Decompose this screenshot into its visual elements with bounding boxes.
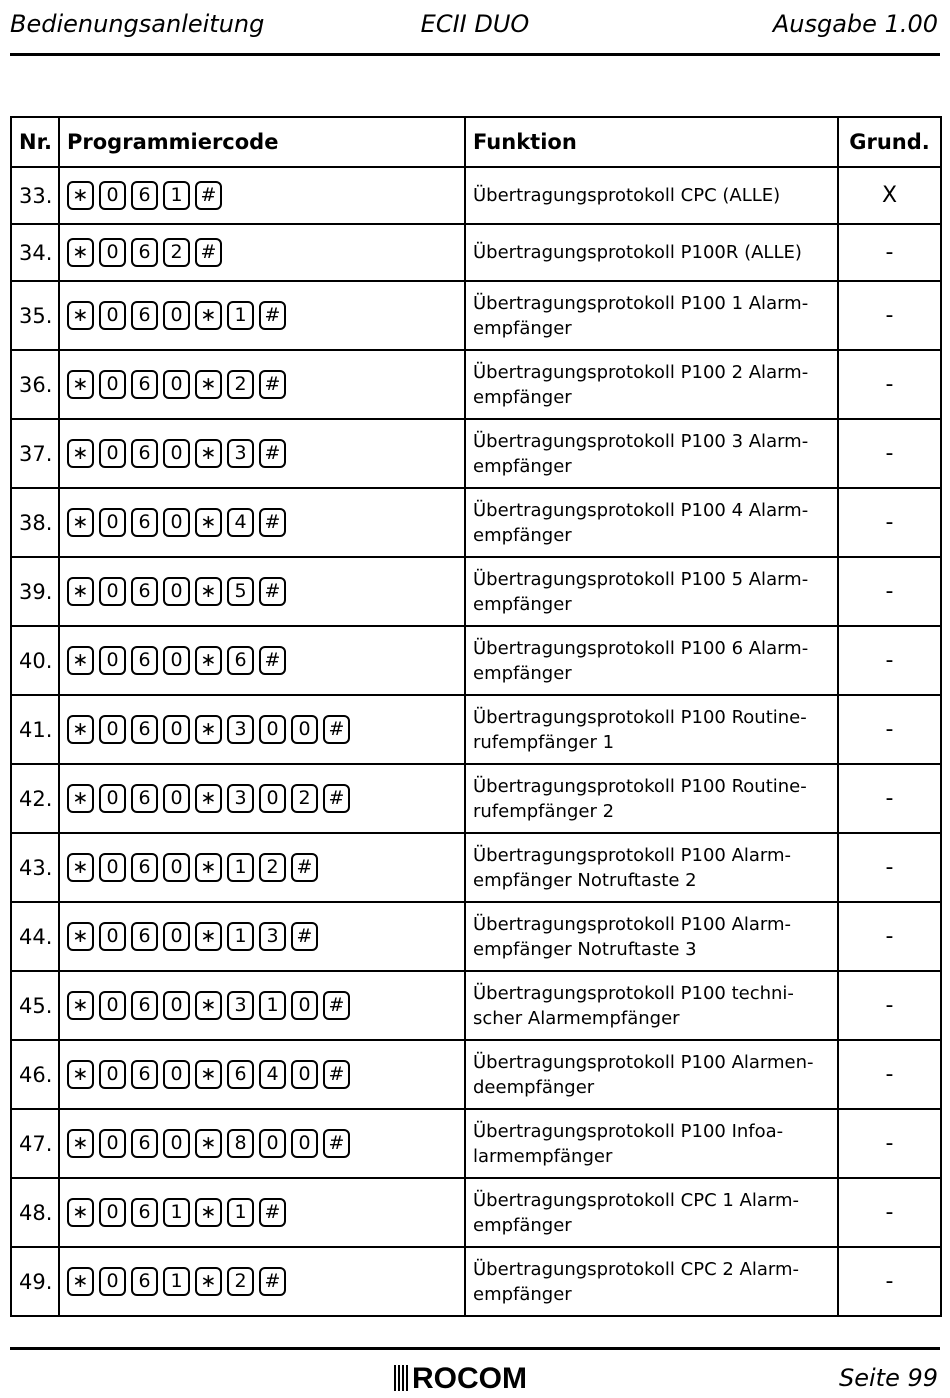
- hash-key-icon: #: [195, 238, 222, 267]
- function-description: [465, 902, 838, 971]
- row-number: 44.: [11, 902, 59, 971]
- function-description: [465, 167, 838, 224]
- programming-code: [59, 1040, 465, 1109]
- star-key-icon: ∗: [195, 853, 222, 882]
- default-setting: -: [838, 557, 941, 626]
- function-line: Übertragungsprotokoll P100 3 Alarm-: [473, 430, 809, 452]
- function-description: [465, 764, 838, 833]
- row-number: 38.: [11, 488, 59, 557]
- function-line: Übertragungsprotokoll P100R (ALLE): [473, 242, 802, 263]
- default-setting: -: [838, 488, 941, 557]
- digit-key: 6: [131, 577, 158, 606]
- function-line: rufempfänger 2: [473, 800, 615, 822]
- star-key-icon: ∗: [195, 577, 222, 606]
- hash-key-icon: #: [323, 715, 350, 744]
- digit-key: 0: [291, 715, 318, 744]
- rocom-logo: [394, 1362, 527, 1396]
- digit-key: 0: [99, 238, 126, 267]
- key-sequence: [67, 646, 464, 675]
- row-number: 42.: [11, 764, 59, 833]
- digit-key: 0: [99, 1267, 126, 1296]
- key-sequence: [67, 301, 464, 330]
- table-row: [11, 764, 941, 833]
- digit-key: 0: [163, 646, 190, 675]
- table-row: [11, 695, 941, 764]
- logo-text: ROCOM: [412, 1362, 527, 1395]
- function-line: Übertragungsprotokoll P100 Routine-: [473, 775, 807, 797]
- programming-code: [59, 1247, 465, 1316]
- table-row: [11, 167, 941, 224]
- hash-key-icon: #: [259, 370, 286, 399]
- function-line: empfänger: [473, 662, 572, 684]
- programming-code: [59, 833, 465, 902]
- digit-key: 1: [163, 181, 190, 210]
- table-body: [11, 167, 941, 1316]
- digit-key: 1: [163, 1267, 190, 1296]
- star-key-icon: ∗: [67, 1267, 94, 1296]
- key-sequence: [67, 1129, 464, 1158]
- star-key-icon: ∗: [195, 646, 222, 675]
- default-setting: -: [838, 971, 941, 1040]
- digit-key: 5: [227, 577, 254, 606]
- function-description: [465, 350, 838, 419]
- hash-key-icon: #: [291, 922, 318, 951]
- hash-key-icon: #: [259, 577, 286, 606]
- column-header-function: Funktion: [465, 117, 838, 167]
- key-sequence: [67, 238, 464, 267]
- star-key-icon: ∗: [195, 1267, 222, 1296]
- digit-key: 0: [163, 1129, 190, 1158]
- programming-code: [59, 419, 465, 488]
- function-description: [465, 557, 838, 626]
- digit-key: 0: [99, 922, 126, 951]
- star-key-icon: ∗: [67, 715, 94, 744]
- star-key-icon: ∗: [195, 301, 222, 330]
- digit-key: 2: [227, 1267, 254, 1296]
- table-row: [11, 1109, 941, 1178]
- digit-key: 0: [163, 922, 190, 951]
- row-number: 45.: [11, 971, 59, 1040]
- digit-key: 6: [131, 439, 158, 468]
- digit-key: 0: [163, 370, 190, 399]
- digit-key: 0: [99, 646, 126, 675]
- digit-key: 0: [99, 715, 126, 744]
- digit-key: 0: [99, 1060, 126, 1089]
- header-divider: [10, 53, 940, 56]
- function-description: [465, 695, 838, 764]
- key-sequence: [67, 1060, 464, 1089]
- column-header-nr: Nr.: [11, 117, 59, 167]
- key-sequence: [67, 853, 464, 882]
- programming-code: [59, 557, 465, 626]
- programming-code: [59, 350, 465, 419]
- default-setting: -: [838, 764, 941, 833]
- digit-key: 6: [131, 181, 158, 210]
- programming-code: [59, 971, 465, 1040]
- function-description: [465, 1109, 838, 1178]
- function-description: [465, 419, 838, 488]
- function-line: Übertragungsprotokoll P100 5 Alarm-: [473, 568, 809, 590]
- header-edition: Ausgabe 1.00: [772, 10, 938, 38]
- hash-key-icon: #: [259, 1267, 286, 1296]
- star-key-icon: ∗: [195, 1060, 222, 1089]
- function-line: Übertragungsprotokoll CPC 1 Alarm-: [473, 1189, 799, 1211]
- table-row: [11, 1040, 941, 1109]
- star-key-icon: ∗: [67, 646, 94, 675]
- function-description: [465, 488, 838, 557]
- hash-key-icon: #: [323, 1060, 350, 1089]
- hash-key-icon: #: [195, 181, 222, 210]
- header-manual-title: Bedienungsanleitung: [10, 10, 265, 38]
- programming-code: [59, 488, 465, 557]
- digit-key: 6: [131, 646, 158, 675]
- hash-key-icon: #: [323, 991, 350, 1020]
- digit-key: 0: [163, 301, 190, 330]
- digit-key: 2: [163, 238, 190, 267]
- function-line: Übertragungsprotokoll P100 Infoa-: [473, 1120, 784, 1142]
- footer-divider: [10, 1347, 940, 1350]
- star-key-icon: ∗: [67, 784, 94, 813]
- programming-code: [59, 902, 465, 971]
- star-key-icon: ∗: [67, 508, 94, 537]
- digit-key: 6: [131, 784, 158, 813]
- digit-key: 0: [99, 181, 126, 210]
- digit-key: 6: [131, 853, 158, 882]
- default-setting: -: [838, 224, 941, 281]
- star-key-icon: ∗: [195, 1129, 222, 1158]
- digit-key: 4: [227, 508, 254, 537]
- default-setting: -: [838, 695, 941, 764]
- function-line: empfänger: [473, 455, 572, 477]
- key-sequence: [67, 1267, 464, 1296]
- function-line: Übertragungsprotokoll P100 1 Alarm-: [473, 292, 809, 314]
- star-key-icon: ∗: [195, 439, 222, 468]
- digit-key: 0: [259, 784, 286, 813]
- function-line: empfänger: [473, 524, 572, 546]
- digit-key: 3: [227, 439, 254, 468]
- star-key-icon: ∗: [67, 181, 94, 210]
- digit-key: 1: [163, 1198, 190, 1227]
- digit-key: 0: [99, 301, 126, 330]
- function-description: [465, 224, 838, 281]
- function-line: empfänger: [473, 1214, 572, 1236]
- row-number: 48.: [11, 1178, 59, 1247]
- function-line: deempfänger: [473, 1076, 595, 1098]
- table-row: [11, 1178, 941, 1247]
- star-key-icon: ∗: [195, 508, 222, 537]
- default-setting: -: [838, 902, 941, 971]
- digit-key: 6: [131, 1198, 158, 1227]
- function-line: empfänger: [473, 1283, 572, 1305]
- function-description: [465, 833, 838, 902]
- column-header-default: Grund.: [838, 117, 941, 167]
- table-row: [11, 224, 941, 281]
- digit-key: 6: [131, 508, 158, 537]
- function-line: scher Alarmempfänger: [473, 1007, 680, 1029]
- digit-key: 4: [259, 1060, 286, 1089]
- digit-key: 1: [227, 922, 254, 951]
- digit-key: 0: [259, 715, 286, 744]
- programming-code: [59, 1178, 465, 1247]
- star-key-icon: ∗: [195, 991, 222, 1020]
- page-number: Seite 99: [838, 1364, 938, 1392]
- star-key-icon: ∗: [67, 301, 94, 330]
- programming-code: [59, 167, 465, 224]
- digit-key: 6: [131, 301, 158, 330]
- programming-code: [59, 224, 465, 281]
- digit-key: 0: [99, 1198, 126, 1227]
- table-row: [11, 488, 941, 557]
- digit-key: 6: [131, 1129, 158, 1158]
- default-setting: -: [838, 626, 941, 695]
- function-line: Übertragungsprotokoll P100 Alarm-: [473, 913, 792, 935]
- star-key-icon: ∗: [67, 922, 94, 951]
- digit-key: 0: [99, 508, 126, 537]
- default-setting: X: [838, 167, 941, 224]
- key-sequence: [67, 922, 464, 951]
- star-key-icon: ∗: [67, 1198, 94, 1227]
- star-key-icon: ∗: [67, 1129, 94, 1158]
- digit-key: 6: [131, 370, 158, 399]
- function-line: Übertragungsprotokoll P100 2 Alarm-: [473, 361, 809, 383]
- function-description: [465, 626, 838, 695]
- digit-key: 1: [227, 301, 254, 330]
- logo-mark-icon: [394, 1365, 410, 1391]
- digit-key: 3: [227, 784, 254, 813]
- key-sequence: [67, 439, 464, 468]
- function-description: [465, 971, 838, 1040]
- row-number: 34.: [11, 224, 59, 281]
- row-number: 47.: [11, 1109, 59, 1178]
- key-sequence: [67, 1198, 464, 1227]
- digit-key: 0: [163, 508, 190, 537]
- star-key-icon: ∗: [67, 370, 94, 399]
- default-setting: -: [838, 419, 941, 488]
- digit-key: 0: [99, 991, 126, 1020]
- star-key-icon: ∗: [195, 1198, 222, 1227]
- function-description: [465, 1178, 838, 1247]
- programming-code: [59, 626, 465, 695]
- key-sequence: [67, 715, 464, 744]
- default-setting: -: [838, 281, 941, 350]
- table-row: [11, 350, 941, 419]
- key-sequence: [67, 991, 464, 1020]
- function-line: empfänger: [473, 386, 572, 408]
- digit-key: 0: [99, 853, 126, 882]
- row-number: 36.: [11, 350, 59, 419]
- star-key-icon: ∗: [67, 991, 94, 1020]
- default-setting: -: [838, 833, 941, 902]
- function-line: Übertragungsprotokoll P100 Alarm-: [473, 844, 792, 866]
- digit-key: 6: [131, 991, 158, 1020]
- table-row: [11, 1247, 941, 1316]
- digit-key: 2: [227, 370, 254, 399]
- digit-key: 0: [99, 577, 126, 606]
- function-line: Übertragungsprotokoll P100 techni-: [473, 982, 794, 1004]
- key-sequence: [67, 181, 464, 210]
- table-row: [11, 281, 941, 350]
- table-row: [11, 557, 941, 626]
- digit-key: 6: [131, 1060, 158, 1089]
- table-row: [11, 419, 941, 488]
- star-key-icon: ∗: [67, 853, 94, 882]
- hash-key-icon: #: [259, 646, 286, 675]
- hash-key-icon: #: [259, 508, 286, 537]
- column-header-code: Programmiercode: [59, 117, 465, 167]
- function-line: Übertragungsprotokoll P100 Routine-: [473, 706, 807, 728]
- digit-key: 0: [163, 991, 190, 1020]
- star-key-icon: ∗: [67, 439, 94, 468]
- hash-key-icon: #: [323, 1129, 350, 1158]
- hash-key-icon: #: [259, 301, 286, 330]
- default-setting: -: [838, 1109, 941, 1178]
- row-number: 46.: [11, 1040, 59, 1109]
- digit-key: 0: [163, 853, 190, 882]
- function-line: Übertragungsprotokoll P100 4 Alarm-: [473, 499, 809, 521]
- digit-key: 6: [227, 646, 254, 675]
- programming-code: [59, 695, 465, 764]
- star-key-icon: ∗: [195, 922, 222, 951]
- table-row: [11, 971, 941, 1040]
- digit-key: 6: [131, 715, 158, 744]
- digit-key: 0: [163, 715, 190, 744]
- row-number: 49.: [11, 1247, 59, 1316]
- digit-key: 6: [227, 1060, 254, 1089]
- function-line: empfänger Notruftaste 2: [473, 869, 697, 891]
- programming-code: [59, 764, 465, 833]
- digit-key: 2: [259, 853, 286, 882]
- programming-code-table: [10, 116, 942, 1317]
- digit-key: 0: [99, 370, 126, 399]
- function-line: larmempfänger: [473, 1145, 613, 1167]
- digit-key: 1: [259, 991, 286, 1020]
- digit-key: 0: [163, 1060, 190, 1089]
- row-number: 33.: [11, 167, 59, 224]
- table-row: [11, 902, 941, 971]
- digit-key: 1: [227, 853, 254, 882]
- function-description: [465, 1040, 838, 1109]
- function-description: [465, 281, 838, 350]
- digit-key: 0: [163, 577, 190, 606]
- default-setting: -: [838, 1178, 941, 1247]
- star-key-icon: ∗: [195, 784, 222, 813]
- programming-code: [59, 1109, 465, 1178]
- key-sequence: [67, 784, 464, 813]
- digit-key: 1: [227, 1198, 254, 1227]
- row-number: 41.: [11, 695, 59, 764]
- function-line: Übertragungsprotokoll P100 6 Alarm-: [473, 637, 809, 659]
- star-key-icon: ∗: [67, 1060, 94, 1089]
- digit-key: 0: [99, 784, 126, 813]
- function-line: rufempfänger 1: [473, 731, 615, 753]
- default-setting: -: [838, 350, 941, 419]
- digit-key: 0: [163, 439, 190, 468]
- table-row: [11, 626, 941, 695]
- function-line: empfänger: [473, 317, 572, 339]
- digit-key: 6: [131, 238, 158, 267]
- hash-key-icon: #: [259, 1198, 286, 1227]
- function-line: empfänger: [473, 593, 572, 615]
- digit-key: 8: [227, 1129, 254, 1158]
- table-header-row: [11, 117, 941, 167]
- hash-key-icon: #: [323, 784, 350, 813]
- star-key-icon: ∗: [195, 370, 222, 399]
- star-key-icon: ∗: [195, 715, 222, 744]
- default-setting: -: [838, 1247, 941, 1316]
- digit-key: 3: [227, 715, 254, 744]
- digit-key: 6: [131, 1267, 158, 1296]
- function-description: [465, 1247, 838, 1316]
- programming-code: [59, 281, 465, 350]
- hash-key-icon: #: [291, 853, 318, 882]
- row-number: 37.: [11, 419, 59, 488]
- key-sequence: [67, 577, 464, 606]
- digit-key: 3: [259, 922, 286, 951]
- digit-key: 0: [99, 439, 126, 468]
- row-number: 39.: [11, 557, 59, 626]
- row-number: 40.: [11, 626, 59, 695]
- digit-key: 0: [291, 991, 318, 1020]
- row-number: 43.: [11, 833, 59, 902]
- key-sequence: [67, 370, 464, 399]
- star-key-icon: ∗: [67, 238, 94, 267]
- function-line: empfänger Notruftaste 3: [473, 938, 697, 960]
- table-row: [11, 833, 941, 902]
- header-product-name: ECII DUO: [420, 10, 530, 38]
- digit-key: 6: [131, 922, 158, 951]
- default-setting: -: [838, 1040, 941, 1109]
- row-number: 35.: [11, 281, 59, 350]
- digit-key: 0: [291, 1060, 318, 1089]
- function-line: Übertragungsprotokoll CPC (ALLE): [473, 185, 781, 206]
- digit-key: 0: [291, 1129, 318, 1158]
- function-line: Übertragungsprotokoll CPC 2 Alarm-: [473, 1258, 799, 1280]
- digit-key: 2: [291, 784, 318, 813]
- digit-key: 0: [259, 1129, 286, 1158]
- digit-key: 3: [227, 991, 254, 1020]
- star-key-icon: ∗: [67, 577, 94, 606]
- digit-key: 0: [163, 784, 190, 813]
- key-sequence: [67, 508, 464, 537]
- function-line: Übertragungsprotokoll P100 Alarmen-: [473, 1051, 814, 1073]
- hash-key-icon: #: [259, 439, 286, 468]
- digit-key: 0: [99, 1129, 126, 1158]
